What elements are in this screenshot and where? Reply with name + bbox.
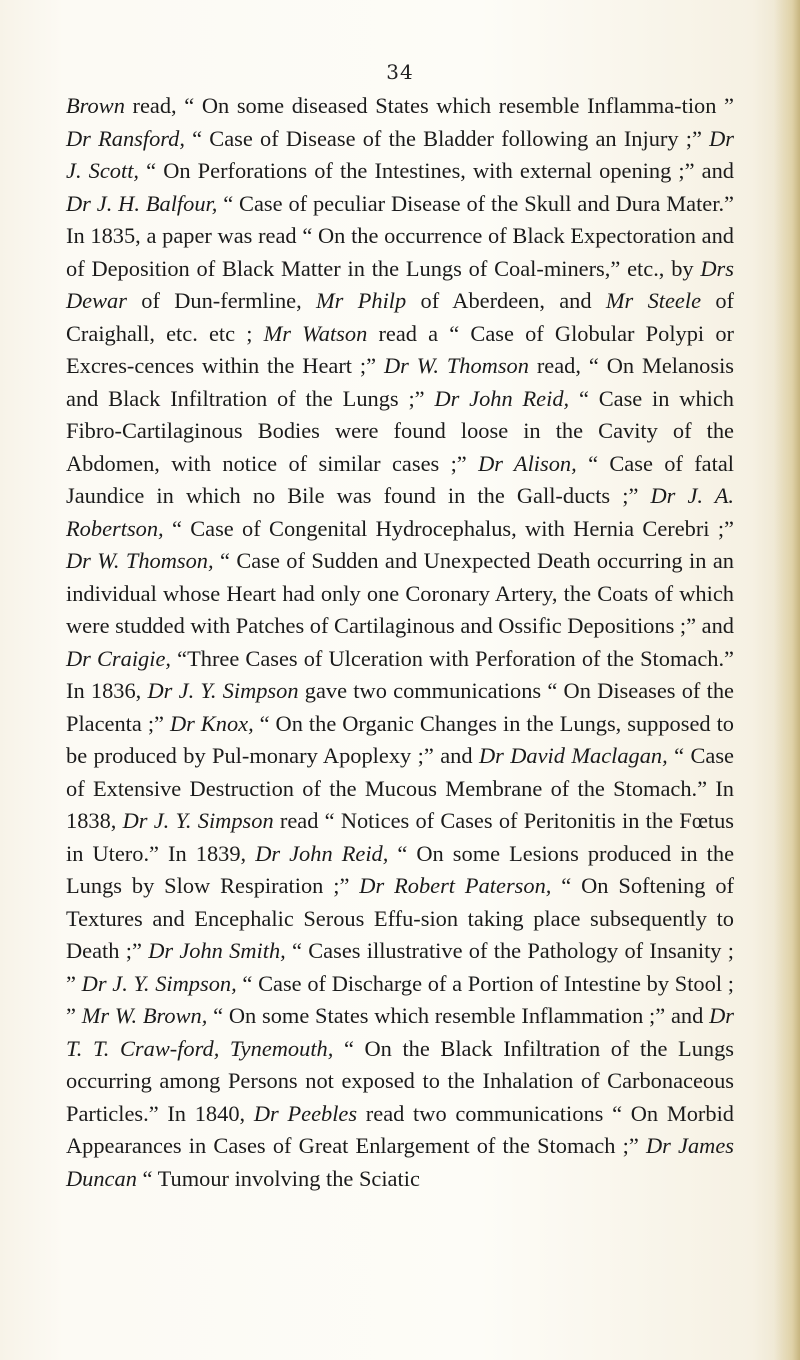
- text-run: read a “ Case of Globular Polypi or Excres-cences within the Heart ;”: [66, 320, 734, 378]
- text-run: “Three Cases of Ulceration with Perforation of the Stomach.” In 1836,: [66, 645, 734, 703]
- text-run: read, “ On some diseased States which resemble Inflamma-tion ”: [124, 93, 734, 118]
- text-run: gave two communications “ On Diseases of the Placenta ;”: [66, 678, 734, 736]
- text-run: “ Tumour involving the Sciatic: [136, 1165, 420, 1191]
- author-name: Dr Peebles: [253, 1100, 358, 1126]
- author-name: Dr Knox,: [169, 710, 254, 736]
- text-run: read two communications “ On Morbid Appearances in Cases of Great Enlargement of the Stomach ;”: [66, 1100, 734, 1158]
- author-name: Dr W. Thomson,: [66, 548, 214, 573]
- page-number: 34: [386, 60, 414, 84]
- text-run: “ On some Lesions produced in the Lungs by Slow Respiration ;”: [66, 840, 735, 898]
- text-run: “ On Perforations of the Intestines, with external opening ;” and: [139, 158, 734, 183]
- text-run: read “ Notices of Cases of Peritonitis in the Fœtus in Utero.” In 1839,: [66, 808, 734, 866]
- author-name: Dr Ransford,: [66, 125, 185, 151]
- author-name: Dr J. H. Balfour,: [66, 190, 218, 216]
- text-run: “ On the Black Infiltration of the Lungs occurring among Persons not exposed to the Inhalation of Carbonaceous Particles.” In 1840,: [66, 1035, 734, 1126]
- page-edge-shadow: [774, 0, 800, 1360]
- author-name: Dr Craigie,: [66, 645, 172, 671]
- author-name: Dr John Reid,: [434, 385, 570, 411]
- author-name: Mr W. Brown,: [81, 1003, 208, 1028]
- author-name: Dr Alison,: [478, 450, 577, 476]
- author-name: Mr Watson: [263, 320, 368, 346]
- text-run: “ Case of Extensive Destruction of the Mucous Membrane of the Stomach.” In 1838,: [66, 743, 734, 833]
- text-run: “ Case of Disease of the Bladder following an Injury ;”: [184, 125, 710, 151]
- text-run: “ Case of Congenital Hydrocephalus, with Hernia Cerebri ;”: [163, 515, 734, 541]
- author-name: Dr W. Thomson: [383, 353, 529, 378]
- author-name: Dr J. Scott,: [66, 125, 734, 183]
- text-run: “ On Softening of Textures and Encephalic Serous Effu-sion taking place subsequently to Death ;”: [66, 873, 734, 963]
- author-name: Dr Robert Paterson,: [359, 873, 552, 898]
- text-run: “ Case in which Fibro-Cartilaginous Bodies were found loose in the Cavity of the Abdomen, with notice of similar cases ;”: [66, 385, 734, 476]
- author-name: Mr Steele: [605, 288, 702, 313]
- text-run: “ On some States which resemble Inflammation ;” and: [207, 1003, 710, 1028]
- text-run: “ Cases illustrative of the Pathology of Insanity ; ”: [66, 938, 735, 996]
- text-run: of Dun-fermline,: [126, 288, 317, 313]
- text-run: “ Case of Sudden and Unexpected Death occurring in an individual whose Heart had only one Coronary Artery, the Coats of which were studded with Patches of Cartilaginous and Ossific Depositions ;” and: [66, 548, 734, 638]
- text-run: “ Case of fatal Jaundice in which no Bile was found in the Gall-ducts ;”: [66, 450, 735, 508]
- author-name: Drs Dewar: [66, 255, 734, 313]
- author-name: Dr J. Y. Simpson: [122, 808, 274, 833]
- text-run: of Aberdeen, and: [406, 288, 606, 313]
- author-name: Dr James Duncan: [66, 1133, 734, 1191]
- author-name: Dr J. Y. Simpson,: [81, 970, 237, 996]
- paragraph: [66, 90, 734, 1195]
- author-name: Dr J. Y. Simpson: [147, 678, 299, 703]
- text-run: “ Case of peculiar Disease of the Skull and Dura Mater.” In 1835, a paper was read “ On the occurrence of Black Expectoration and of Deposition of Black Matter in the Lungs of Coal-miners,” etc., by: [66, 190, 734, 281]
- text-run: “ On the Organic Changes in the Lungs, supposed to be produced by Pul-monary Apoplexy ;” and: [66, 710, 734, 768]
- author-name: Dr David Maclagan,: [478, 743, 668, 768]
- author-name: Dr John Reid,: [255, 840, 389, 866]
- author-name: Mr Philp: [316, 288, 407, 313]
- author-name: Dr T. T. Craw-ford, Tynemouth,: [66, 1003, 734, 1061]
- text-run: read, “ On Melanosis and Black Infiltration of the Lungs ;”: [66, 353, 734, 411]
- author-name: Brown: [66, 93, 125, 118]
- text-run: of Craighall, etc. etc ;: [66, 288, 735, 346]
- text-run: “ Case of Discharge of a Portion of Intestine by Stool ; ”: [66, 970, 734, 1028]
- body-text: [66, 90, 734, 1195]
- author-name: Dr John Smith,: [148, 938, 286, 963]
- author-name: Dr J. A. Robertson,: [66, 483, 734, 541]
